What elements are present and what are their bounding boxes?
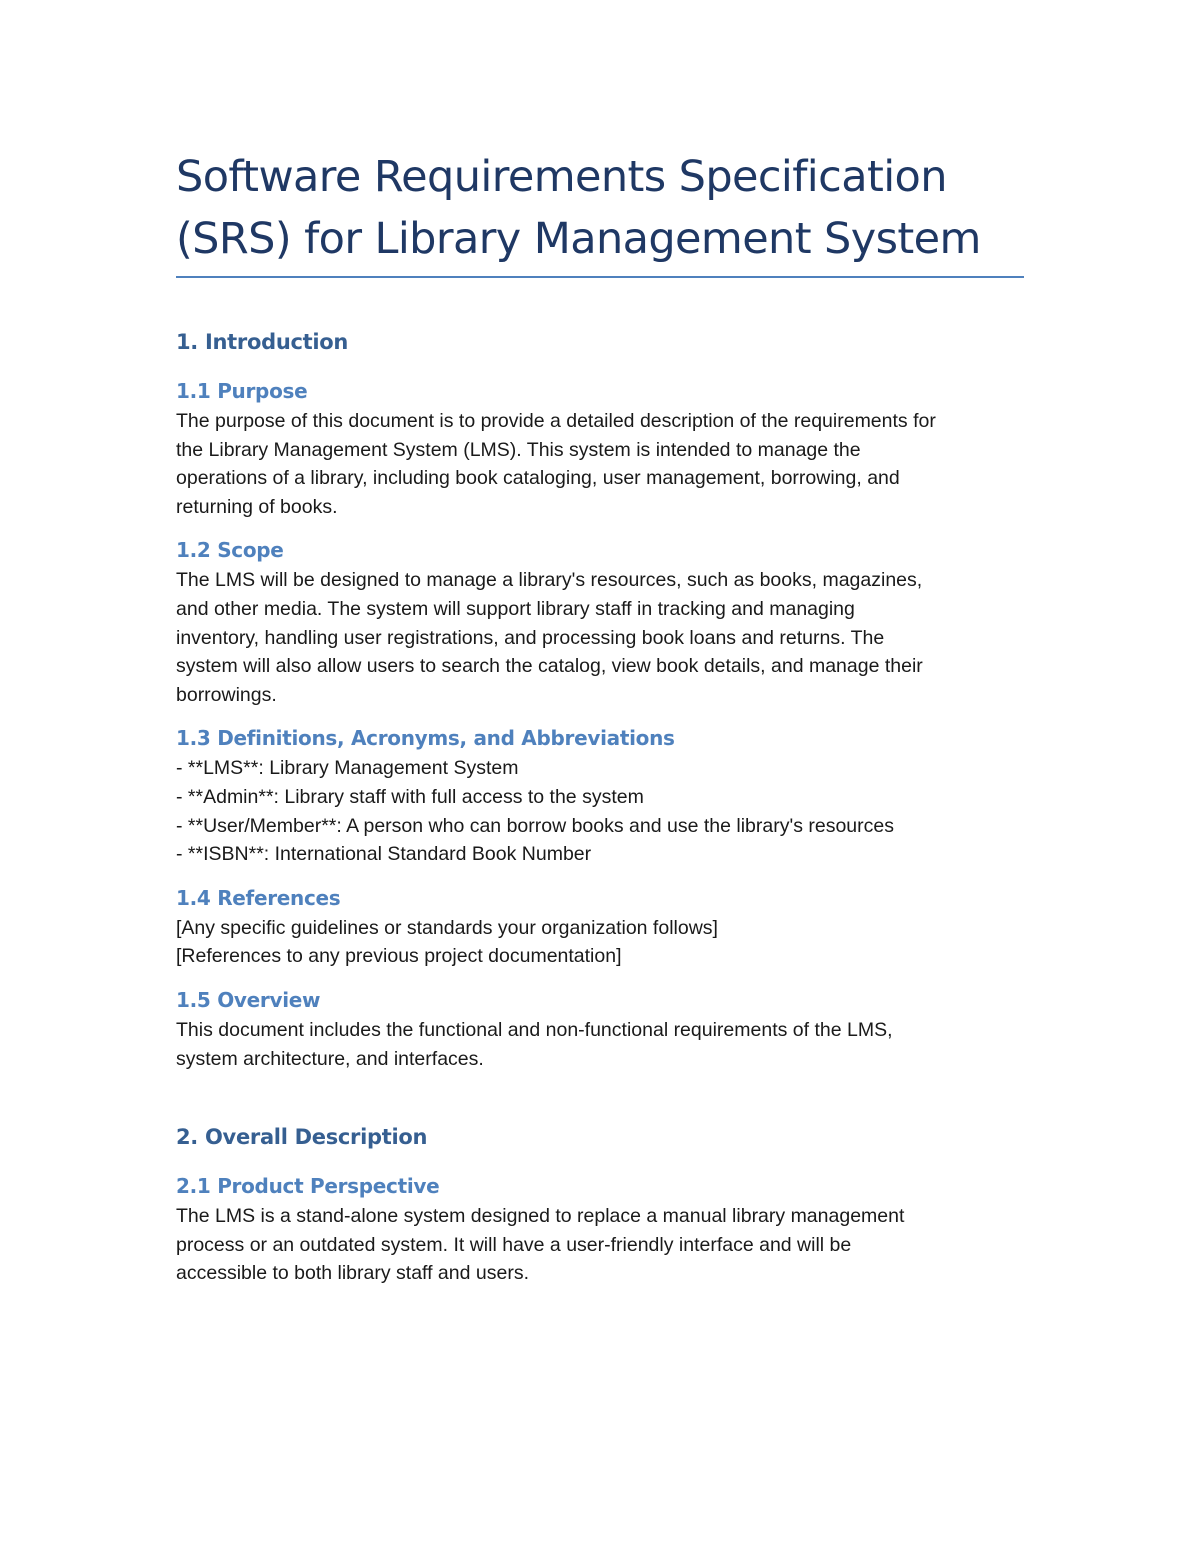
paragraph-line: [References to any previous project documentation]	[176, 945, 622, 968]
paragraph-line: [Any specific guidelines or standards your organization follows]	[176, 916, 718, 939]
document-title	[176, 146, 1026, 270]
subsection-heading-overview: 1.5 Overview	[176, 987, 321, 1012]
definition-item: - **Admin**: Library staff with full access to the system	[176, 785, 644, 808]
document-title-line: (SRS) for Library Management System	[176, 214, 981, 264]
paragraph-line: operations of a library, including book cataloging, user management, borrowing, and	[176, 467, 900, 490]
paragraph-line: The LMS is a stand-alone system designed to replace a manual library management	[176, 1205, 905, 1228]
references-paragraph	[176, 914, 1026, 971]
paragraph-line: process or an outdated system. It will have a user-friendly interface and will be	[176, 1233, 852, 1256]
product-perspective-paragraph	[176, 1202, 1026, 1288]
document-title-line: Software Requirements Specification	[176, 152, 947, 202]
scope-paragraph	[176, 566, 1026, 709]
subsection-heading-references: 1.4 References	[176, 885, 341, 910]
paragraph-line: The purpose of this document is to provide a detailed description of the requirements for	[176, 410, 936, 432]
paragraph-line: borrowings.	[176, 683, 277, 706]
subsection-heading-purpose: 1.1 Purpose	[176, 379, 308, 403]
paragraph-line: system architecture, and interfaces.	[176, 1047, 484, 1070]
paragraph-line: This document includes the functional and non-functional requirements of the LMS,	[176, 1018, 893, 1041]
subsection-heading-scope: 1.2 Scope	[176, 538, 284, 563]
paragraph-line: returning of books.	[176, 495, 338, 518]
definition-item: - **User/Member**: A person who can borrow books and use the library's resources	[176, 814, 894, 837]
definitions-list	[176, 754, 1026, 868]
paragraph-line: and other media. The system will support library staff in tracking and managing	[176, 597, 855, 620]
paragraph-line: system will also allow users to search the catalog, view book details, and manage their	[176, 655, 923, 678]
definition-item: - **ISBN**: International Standard Book Number	[176, 843, 592, 866]
purpose-paragraph	[176, 407, 1026, 521]
document-body	[176, 146, 1026, 1288]
paragraph-line: the Library Management System (LMS). This system is intended to manage the	[176, 438, 861, 461]
overview-paragraph	[176, 1016, 1026, 1073]
section-heading-introduction: 1. Introduction	[176, 330, 349, 354]
title-underline-divider	[176, 276, 1024, 278]
definition-item: - **LMS**: Library Management System	[176, 757, 519, 780]
subsection-heading-product-perspective: 2.1 Product Perspective	[176, 1174, 440, 1199]
paragraph-line: accessible to both library staff and users.	[176, 1262, 529, 1285]
paragraph-line: The LMS will be designed to manage a library's resources, such as books, magazines,	[176, 569, 923, 592]
section-heading-overall-description: 2. Overall Description	[176, 1125, 428, 1150]
paragraph-line: inventory, handling user registrations, and processing book loans and returns. The	[176, 626, 885, 649]
subsection-heading-definitions: 1.3 Definitions, Acronyms, and Abbreviations	[176, 726, 675, 751]
